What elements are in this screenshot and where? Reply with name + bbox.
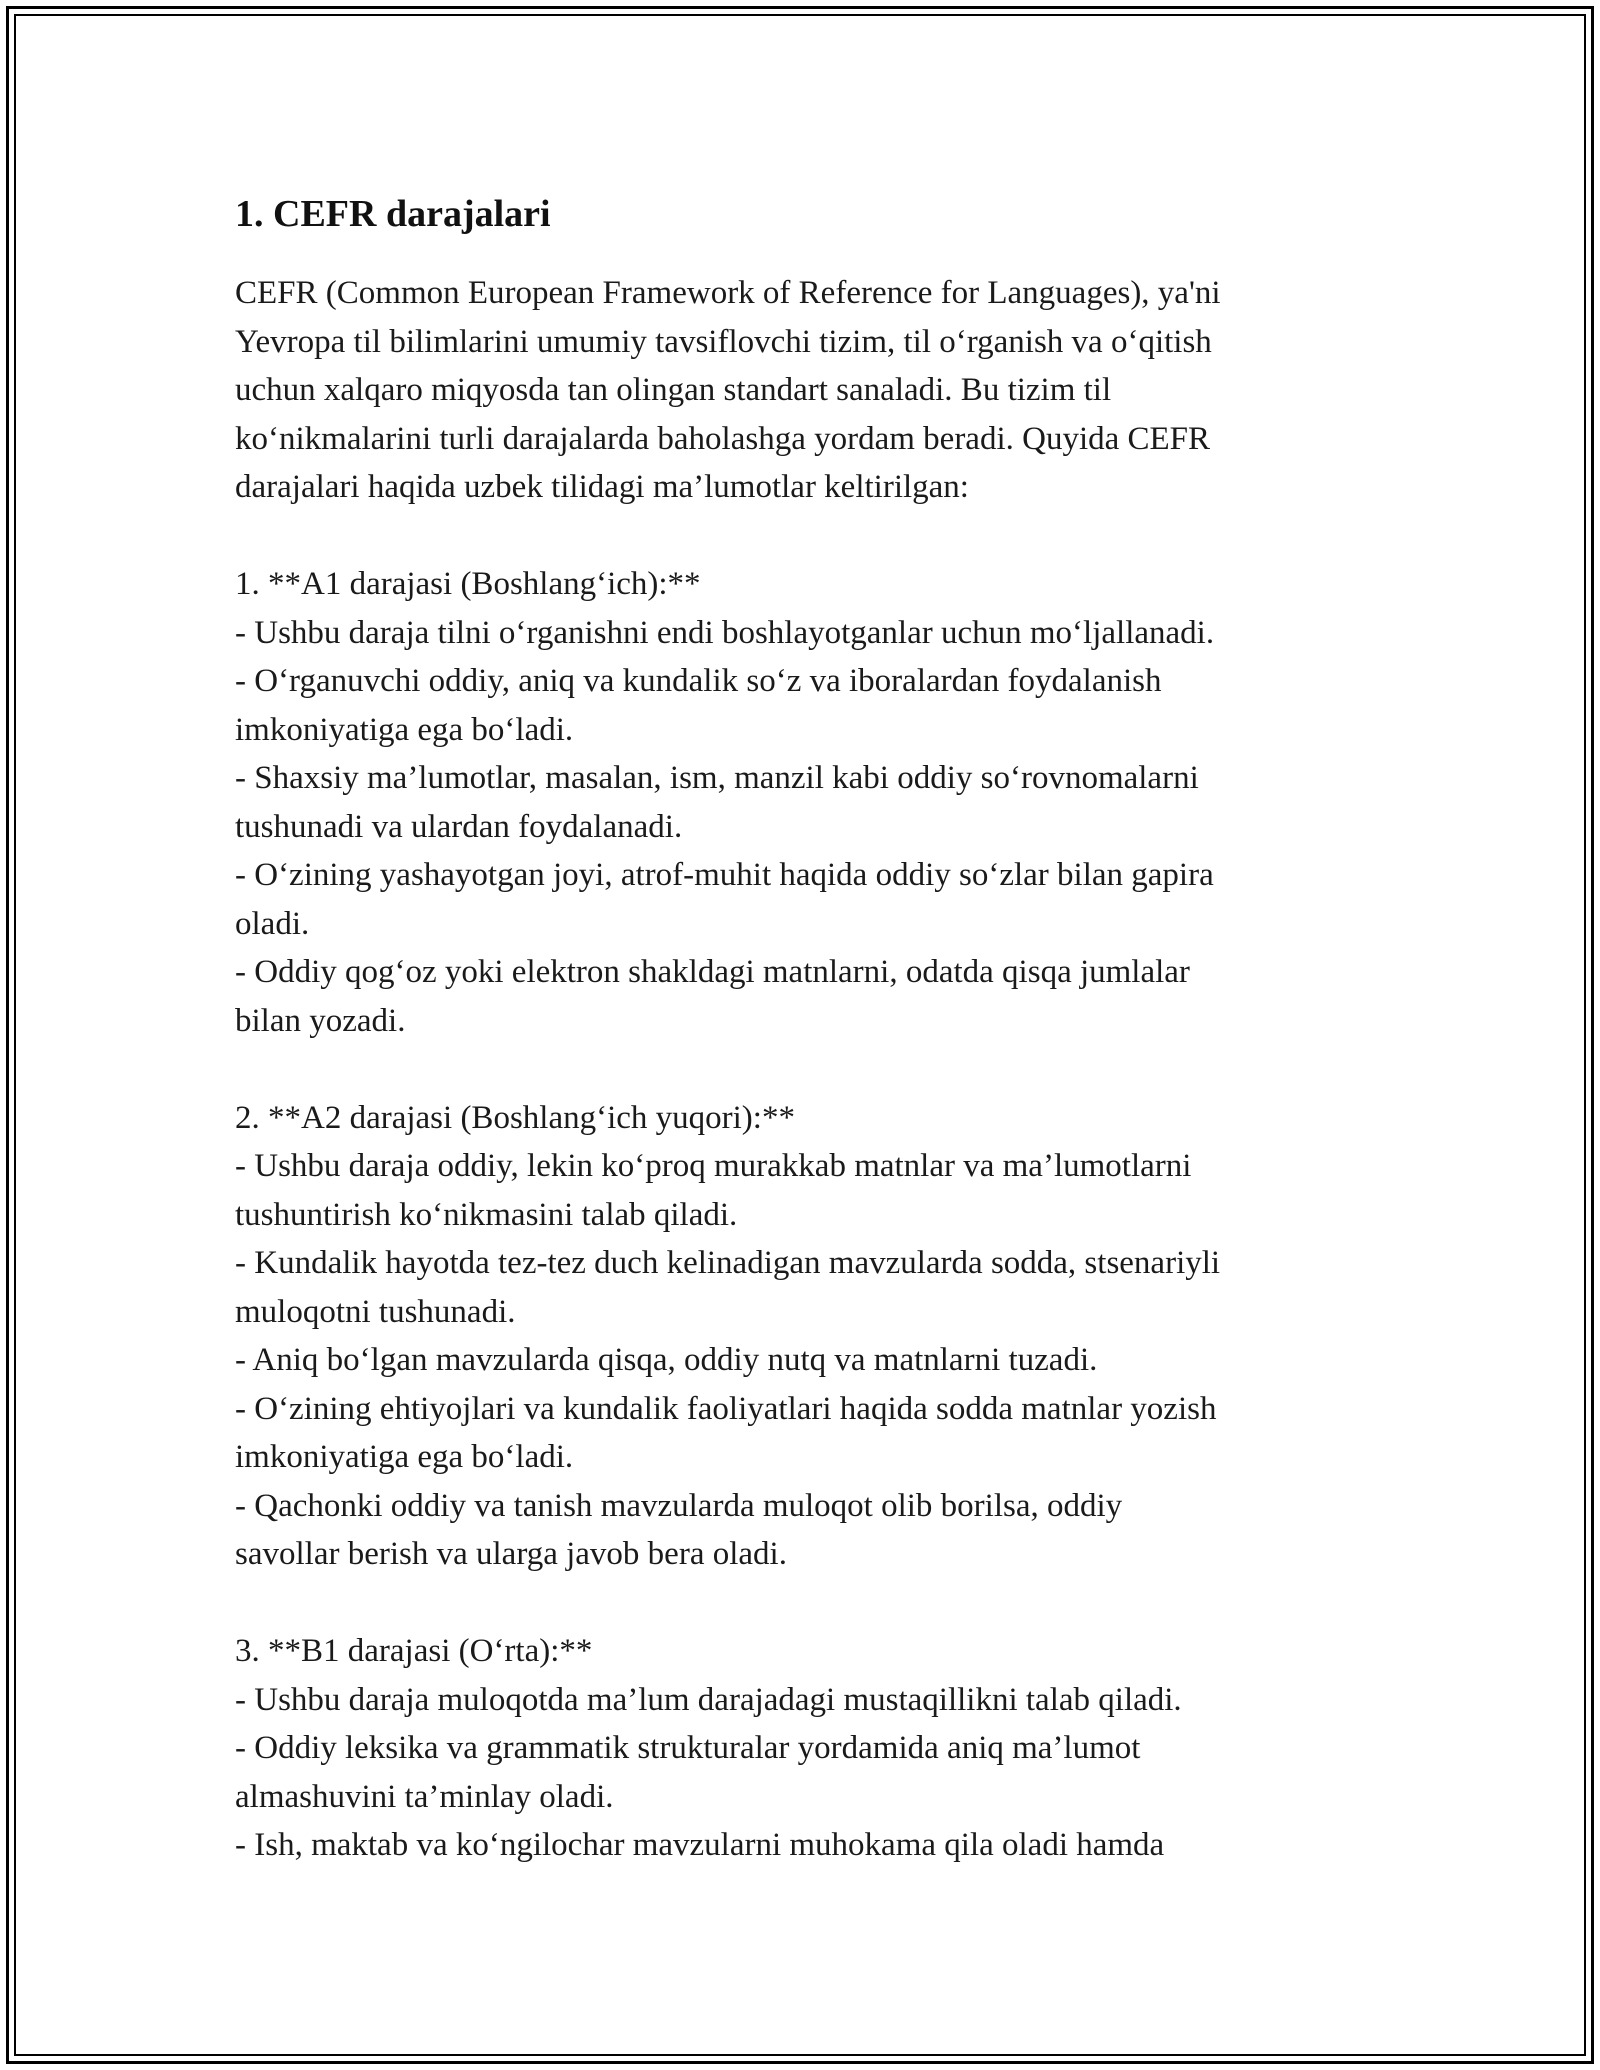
spacer: [235, 512, 1415, 561]
section-heading: 1. CEFR darajalari: [235, 193, 551, 235]
level-b1-block: 3. **B1 darajasi (O‘rta):** - Ushbu daraja muloqotda ma’lum darajadagi mustaqillikni talab qiladi. - Oddiy leksika va grammatik strukturalar yordamida aniq ma’lumot almashuvini ta’minlay oladi. - Ish, maktab va ko‘ngilochar mavzularni muhokama qila oladi hamda: [235, 1633, 1182, 1863]
spacer: [235, 1579, 1415, 1628]
level-a2-block: 2. **A2 darajasi (Boshlang‘ich yuqori):** - Ushbu daraja oddiy, lekin ko‘proq murakkab matnlar va ma’lumotlarni tushuntirish ko‘nikmasini talab qiladi. - Kundalik hayotda tez-tez duch kelinadigan mavzularda sodda, stsenariyli muloqotni tushunadi. - Aniq bo‘lgan mavzularda qisqa, oddiy nutq va matnlarni tuzadi. - O‘zining ehtiyojlari va kundalik faoliyatlari haqida sodda matnlar yozish imkoniyatiga ega bo‘ladi. - Qachonki oddiy va tanish mavzularda muloqot olib borilsa, oddiy savollar berish va ularga javob bera oladi.: [235, 1099, 1221, 1572]
intro-paragraph: CEFR (Common European Framework of Reference for Languages), ya'ni Yevropa til bilimlarini umumiy tavsiflovchi tizim, til o‘rganish va o‘qitish uchun xalqaro miqyosda tan olingan standart sanaladi. Bu tizim til ko‘nikmalarini turli darajalarda baholashga yordam beradi. Quyida CEFR darajalari haqida uzbek tilidagi ma’lumotlar keltirilgan:: [235, 275, 1221, 505]
spacer: [235, 1045, 1415, 1094]
document-body: [235, 182, 1415, 1870]
level-a1-block: 1. **A1 darajasi (Boshlang‘ich):** - Ushbu daraja tilni o‘rganishni endi boshlayotganlar uchun mo‘ljallanadi. - O‘rganuvchi oddiy, aniq va kundalik so‘z va iboralardan foydalanish imkoniyatiga ega bo‘ladi. - Shaxsiy ma’lumotlar, masalan, ism, manzil kabi oddiy so‘rovnomalarni tushunadi va ulardan foydalanadi. - O‘zining yashayotgan joyi, atrof-muhit haqida oddiy so‘zlar bilan gapira oladi. - Oddiy qog‘oz yoki elektron shakldagi matnlarni, odatda qisqa jumlalar bilan yozadi.: [235, 566, 1215, 1039]
